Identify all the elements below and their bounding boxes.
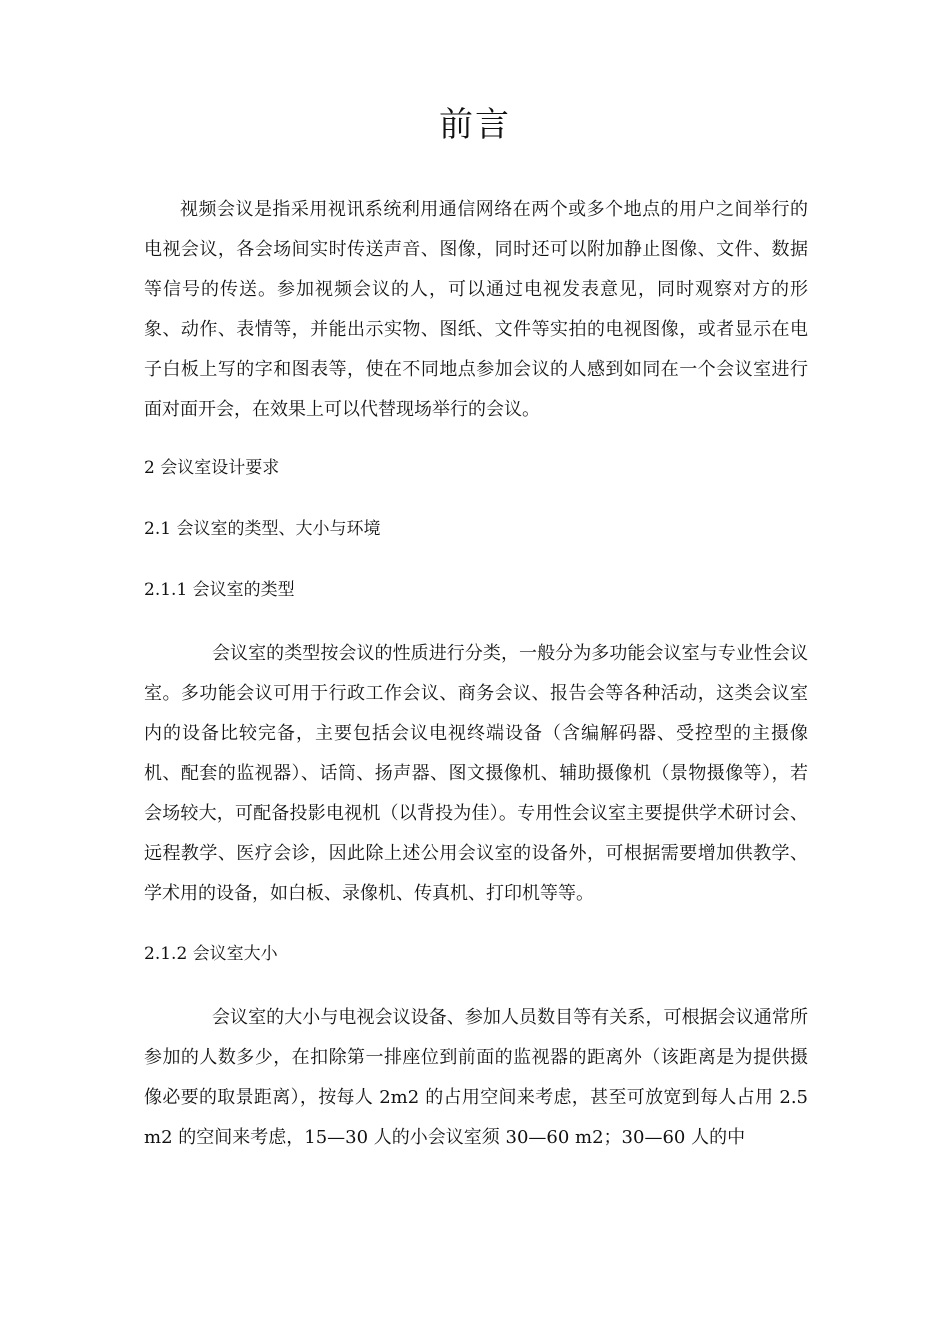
intro-paragraph: 视频会议是指采用视讯系统利用通信网络在两个或多个地点的用户之间举行的电视会议，各会场间实时传送声音、图像，同时还可以附加静止图像、文件、数据等信号的传送。参加视频会议的人，可以通过电视发表意见，同时观察对方的形象、动作、表情等，并能出示实物、图纸、文件等实拍的电视图像，或者显示在电子白板上写的字和图表等，使在不同地点参加会议的人感到如同在一个会议室进行面对面开会，在效果上可以代替现场举行的会议。 — [144, 199, 808, 420]
meeting-room-size-paragraph: 会议室的大小与电视会议设备、参加人员数目等有关系，可根据会议通常所参加的人数多少，在扣除第一排座位到前面的监视器的距离外（该距离是为提供摄像必要的取景距离），按每人 2m2 的占用空间来考虑，甚至可放宽到每人占用 2.5m2 的空间来考虑，15—30 人的小会议室须 30—60 m2；30—60 人的中 — [144, 1007, 808, 1148]
section-heading-2-1: 2.1 会议室的类型、大小与环境 — [144, 519, 381, 539]
page-title: 前言 — [439, 105, 511, 145]
section-heading-2-1-2: 2.1.2 会议室大小 — [144, 944, 278, 964]
section-heading-2-1-1: 2.1.1 会议室的类型 — [144, 580, 295, 600]
meeting-room-types-paragraph: 会议室的类型按会议的性质进行分类，一般分为多功能会议室与专业性会议室。多功能会议可用于行政工作会议、商务会议、报告会等各种活动，这类会议室内的设备比较完备，主要包括会议电视终端设备（含编解码器、受控型的主摄像机、配套的监视器）、话筒、扬声器、图文摄像机、辅助摄像机（景物摄像等），若会场较大，可配备投影电视机（以背投为佳）。专用性会议室主要提供学术研讨会、远程教学、医疗会诊，因此除上述公用会议室的设备外，可根据需要增加供教学、学术用的设备，如白板、录像机、传真机、打印机等等。 — [144, 643, 808, 904]
section-heading-2: 2 会议室设计要求 — [144, 458, 280, 478]
